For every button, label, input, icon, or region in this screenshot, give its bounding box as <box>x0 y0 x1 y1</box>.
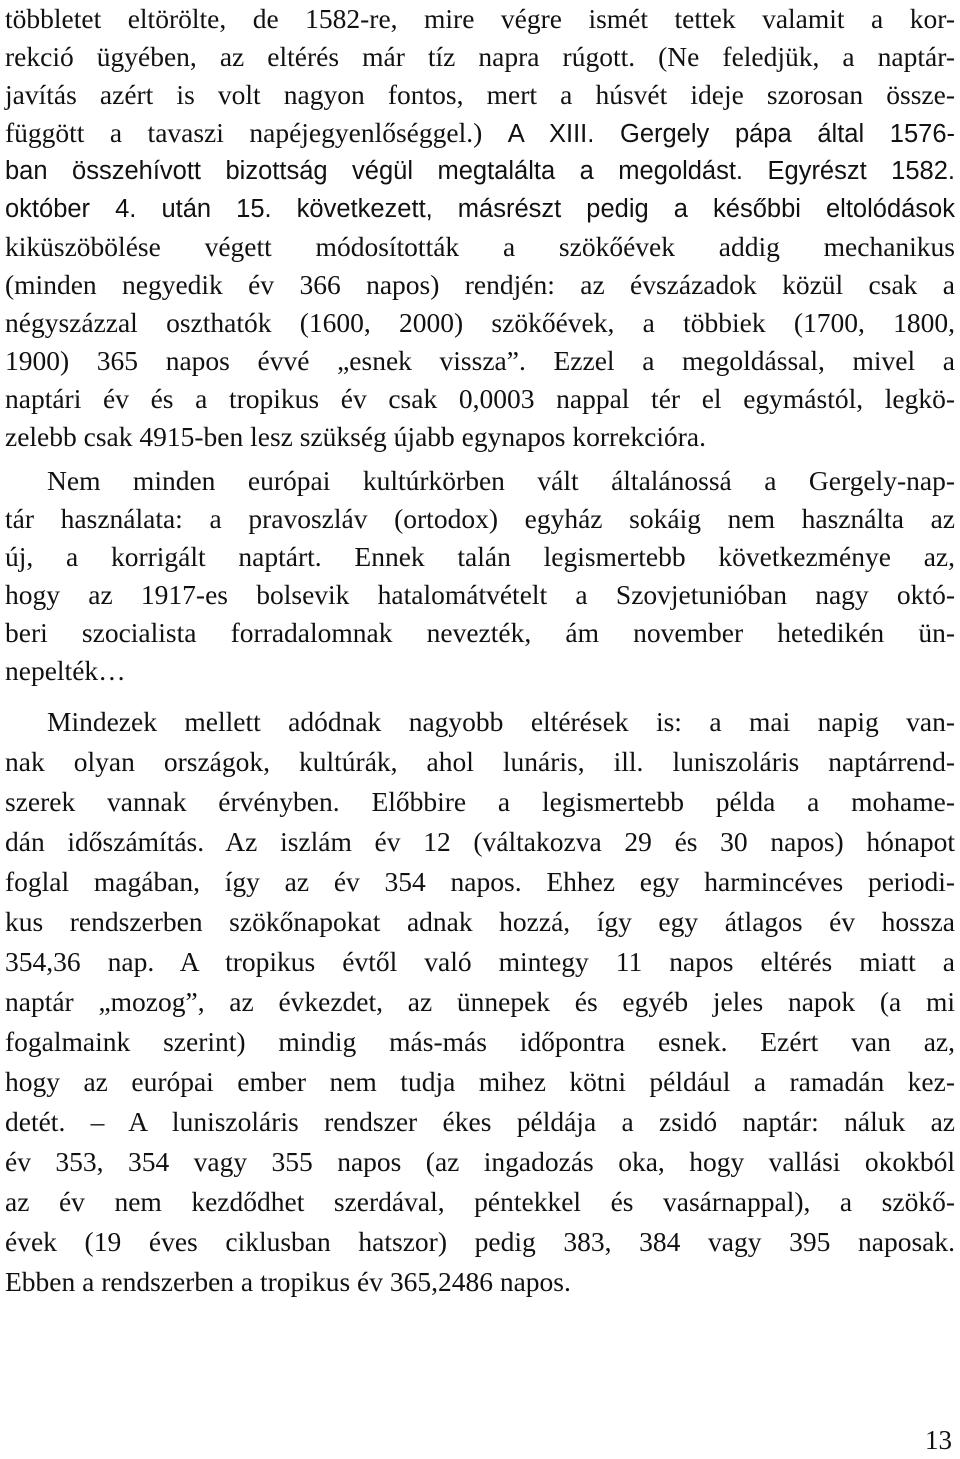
text-line <box>5 114 955 152</box>
text-line: Mindezek mellett adódnak nagyobb eltérések is: a mai napig van- <box>47 706 955 737</box>
text-line: naptári év és a tropikus év csak 0,0003 nappal tér el egymástól, legkö- <box>5 383 955 414</box>
text-line: dán időszámítás. Az iszlám év 12 (váltakozva 29 és 30 napos) hónapot <box>5 826 955 857</box>
text-line: kus rendszerben szökőnapokat adnak hozzá, így egy átlagos év hossza <box>5 906 955 937</box>
text-line: javítás azért is volt nagyon fontos, mert a húsvét ideje szorosan össze- <box>5 79 955 110</box>
text-line: zelebb csak 4915-ben lesz szükség újabb egynapos korrekcióra. <box>5 421 706 452</box>
text-line: hogy az európai ember nem tudja mihez kötni például a ramadán kez- <box>5 1066 955 1097</box>
text-line: nepelték… <box>5 655 126 686</box>
text-line: kiküszöbölése végett módosították a szökőévek addig mechanikus <box>5 231 955 262</box>
text-line: (minden negyedik év 366 napos) rendjén: az évszázadok közül csak a <box>5 269 955 300</box>
text-line: hogy az 1917-es bolsevik hatalomátvételt a Szovjetunióban nagy októ- <box>5 579 955 610</box>
text-line: új, a korrigált naptárt. Ennek talán legismertebb következménye az, <box>5 541 955 572</box>
text-line: évek (19 éves ciklusban hatszor) pedig 383, 384 vagy 395 naposak. <box>5 1226 955 1257</box>
text-line: Nem minden európai kultúrkörben vált általánossá a Gergely-nap- <box>47 465 955 496</box>
text-segment-sans: A XIII. Gergely pápa által 1576- <box>507 120 956 148</box>
text-line: beri szocialista forradalomnak nevezték, ám november hetedikén ün- <box>5 617 955 648</box>
text-line: többletet eltörölte, de 1582-re, mire végre ismét tettek valamit a kor- <box>5 3 955 34</box>
text-line: foglal magában, így az év 354 napos. Ehhez egy harmincéves periodi- <box>5 866 955 897</box>
text-line: az év nem kezdődhet szerdával, péntekkel és vasárnappal), a szökő- <box>5 1186 955 1217</box>
page-number: 13 <box>925 1425 952 1455</box>
text-line: nak olyan országok, kultúrák, ahol lunáris, ill. luniszoláris naptárrend- <box>5 746 955 777</box>
text-line: detét. – A luniszoláris rendszer ékes példája a zsidó naptár: náluk az <box>5 1106 955 1137</box>
text-line: naptár „mozog”, az évkezdet, az ünnepek és egyéb jeles napok (a mi <box>5 986 955 1017</box>
text-line: tár használata: a pravoszláv (ortodox) egyház sokáig nem használta az <box>5 503 955 534</box>
text-segment-serif: függött a tavaszi napéjegyenlőséggel.) <box>5 117 508 148</box>
text-line: szerek vannak érvényben. Előbbire a legismertebb példa a mohame- <box>5 786 955 817</box>
text-line: rekció ügyében, az eltérés már tíz napra rúgott. (Ne feledjük, a naptár- <box>5 41 955 72</box>
text-line: négyszázzal oszthatók (1600, 2000) szökőévek, a többiek (1700, 1800, <box>5 307 955 338</box>
text-line: fogalmaink szerint) mindig más-más időpontra esnek. Ezért van az, <box>5 1026 955 1057</box>
text-line: Ebben a rendszerben a tropikus év 365,2486 napos. <box>5 1266 571 1297</box>
text-line: október 4. után 15. következett, másrészt pedig a későbbi eltolódások <box>5 195 955 223</box>
text-line: év 353, 354 vagy 355 napos (az ingadozás oka, hogy vallási okokból <box>5 1146 955 1177</box>
text-line: ban összehívott bizottság végül megtalálta a megoldást. Egyrészt 1582. <box>5 157 955 185</box>
text-line: 1900) 365 napos évvé „esnek vissza”. Ezzel a megoldással, mivel a <box>5 345 955 376</box>
text-line: 354,36 nap. A tropikus évtől való mintegy 11 napos eltérés miatt a <box>5 946 955 977</box>
